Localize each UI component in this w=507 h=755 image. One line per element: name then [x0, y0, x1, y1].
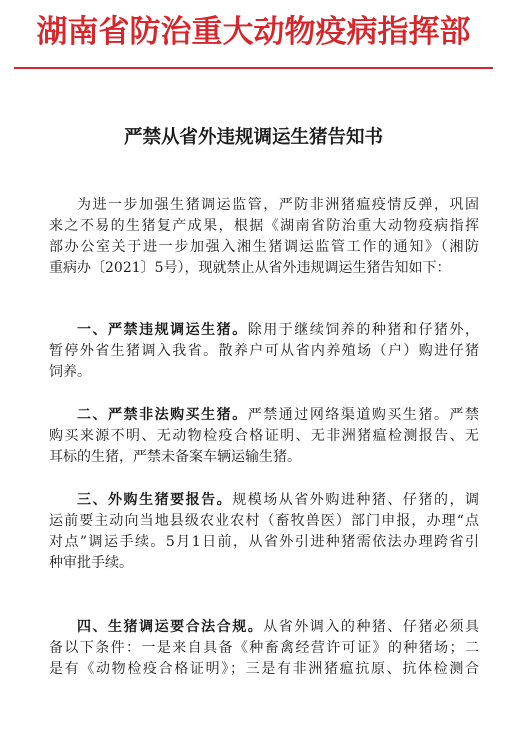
- item-text: 除用于继续饲养的种猪和仔猪外，: [247, 322, 479, 338]
- intro-line: 重病办〔2021〕5号），现就禁止从省外违规调运生猪告知如下：: [49, 260, 451, 276]
- item-line: 是有《动物检疫合格证明》；三是有非洲猪瘟抗原、抗体检测合: [49, 661, 479, 677]
- item-line: 运前要主动向当地县级农业农村（畜牧兽医）部门申报，办理“点: [49, 513, 479, 529]
- issuing-organization-header: [0, 10, 507, 54]
- item-heading: 一、严禁违规调运生猪。: [77, 322, 248, 338]
- intro-line: 来之不易的生猪复产成果，根据《湖南省防治重大动物疫病指挥: [49, 218, 479, 234]
- item-line: 种审批手续。: [49, 555, 133, 571]
- intro-line: 部办公室关于进一步加强入湘生猪调运监管工作的通知》（湘防: [49, 239, 479, 255]
- intro-line: 为进一步加强生猪调运监管，严防非洲猪瘟疫情反弹，巩固: [77, 197, 479, 213]
- item-first-line: [49, 490, 479, 511]
- document-body: [49, 195, 479, 750]
- notice-item-4: [49, 617, 479, 680]
- notice-item-2: [49, 405, 479, 468]
- notice-item-3: [49, 490, 479, 574]
- item-line: 耳标的生猪，严禁未备案车辆运输生猪。: [49, 449, 301, 465]
- item-text: 严禁通过网络渠道购买生猪。严禁: [247, 407, 479, 423]
- item-line: 暂停外省生猪调入我省。散养户可从省内养殖场（户）购进仔猪: [49, 343, 479, 359]
- item-heading: 二、严禁非法购买生猪。: [77, 407, 248, 423]
- document-title: 严禁从省外违规调运生猪告知书: [123, 127, 383, 148]
- item-first-line: [49, 405, 479, 426]
- item-text: 规模场从省外购进种猪、仔猪的，调: [232, 492, 479, 508]
- item-first-line: [49, 617, 479, 638]
- red-divider-line: [14, 67, 493, 69]
- item-heading: 三、外购生猪要报告。: [77, 492, 233, 508]
- item-line: 对点”调运手续。5月1日前，从省外引进种猪需依法办理跨省引: [49, 534, 479, 550]
- item-text: 从省外调入的种猪、仔猪必须具: [263, 619, 479, 635]
- item-line: 购买来源不明、无动物检疫合格证明、无非洲猪瘟检测报告、无: [49, 428, 479, 444]
- item-line: 饲养。: [49, 364, 91, 380]
- item-line: 备以下条件：一是来自具备《种畜禽经营许可证》的种猪场；二: [49, 640, 479, 656]
- item-heading: 四、生猪调运要合法合规。: [77, 619, 264, 635]
- item-first-line: [49, 320, 479, 341]
- intro-paragraph: [49, 195, 479, 279]
- organization-name: 湖南省防治重大动物疫病指挥部: [36, 14, 471, 50]
- notice-item-1: [49, 320, 479, 383]
